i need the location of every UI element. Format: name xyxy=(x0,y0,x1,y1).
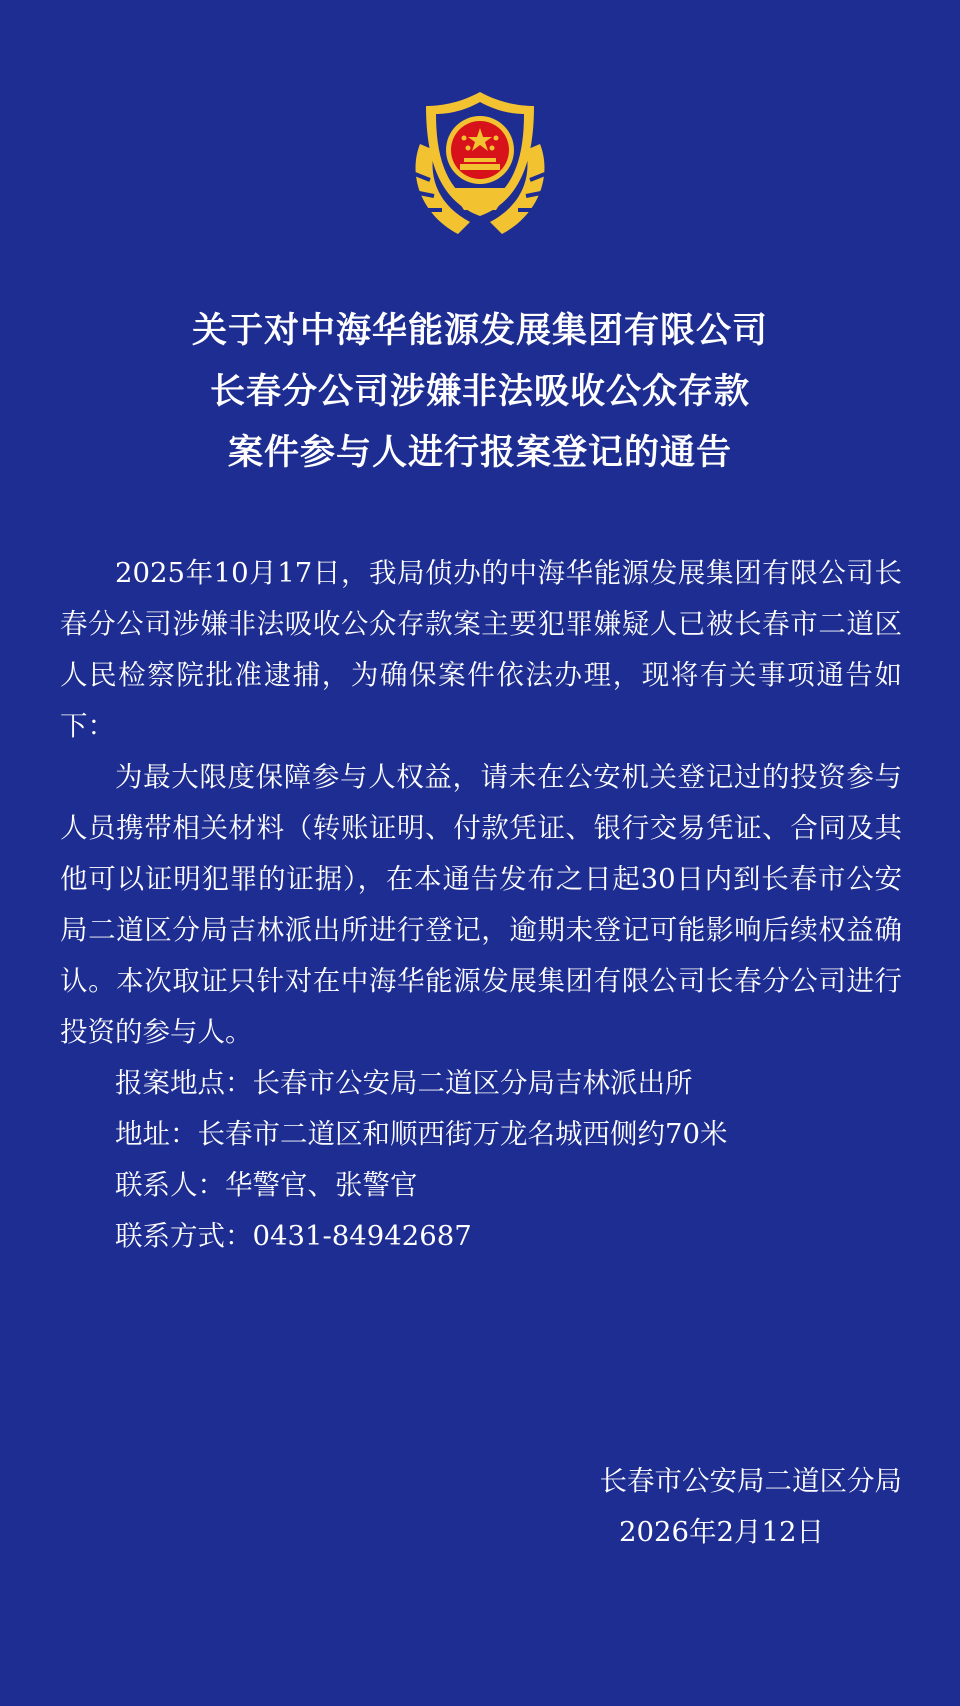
body-paragraph: 2025年10月17日，我局侦办的中海华能源发展集团有限公司长春分公司涉嫌非法吸收公众存款案主要犯罪嫌疑人已被长春市二道区人民检察院批准逮捕，为确保案件依法办理，现将有关事项通告如下： xyxy=(60,557,902,742)
title-line: 长春分公司涉嫌非法吸收公众存款 xyxy=(209,371,750,412)
issuer: 长春市公安局二道区分局 xyxy=(599,1465,902,1497)
title-line: 关于对中海华能源发展集团有限公司 xyxy=(191,310,768,351)
body-paragraph: 为最大限度保障参与人权益，请未在公安机关登记过的投资参与人员携带相关材料（转账证明、付款凭证、银行交易凭证、合同及其他可以证明犯罪的证据），在本通告发布之日起30日内到长春市公安局二道区分局吉林派出所进行登记，逾期未登记可能影响后续权益确认。本次取证只针对在中海华能源发展集团有限公司长春分公司进行投资的参与人。 xyxy=(60,761,902,1048)
contact-phone: 联系方式：0431-84942687 xyxy=(115,1220,472,1252)
title-line: 案件参与人进行报案登记的通告 xyxy=(227,432,732,473)
issue-date: 2026年2月12日 xyxy=(619,1516,824,1548)
police-emblem-icon xyxy=(400,84,560,244)
address: 地址：长春市二道区和顺西街万龙名城西侧约70米 xyxy=(115,1118,728,1150)
contact-person: 联系人：华警官、张警官 xyxy=(115,1169,418,1201)
notice-title xyxy=(0,300,960,483)
report-location: 报案地点：长春市公安局二道区分局吉林派出所 xyxy=(115,1067,693,1099)
signature-block xyxy=(460,1456,902,1558)
notice-body xyxy=(60,548,902,1262)
